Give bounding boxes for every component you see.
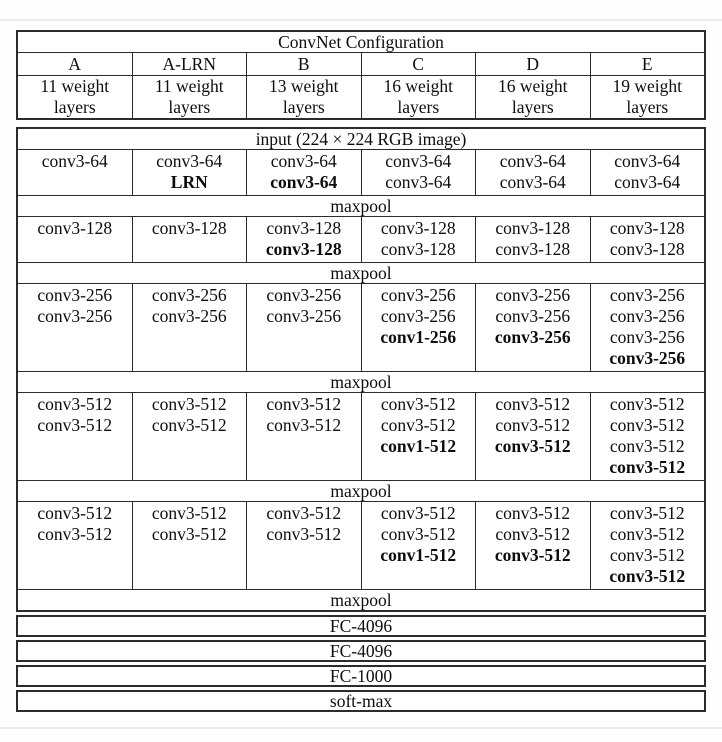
conv-block-row-512-a — [18, 392, 704, 480]
conv-layer-label: conv3-512 — [37, 394, 113, 414]
input-row-label: input (224 × 224 RGB image) — [255, 129, 467, 149]
conv-layer-label: conv3-512 — [380, 415, 456, 435]
conv-layer-label: conv3-64 — [156, 151, 223, 171]
maxpool-row-5 — [18, 589, 704, 610]
fc-4096-row-1 — [16, 615, 706, 637]
conv-layer-label: conv3-256 — [609, 348, 686, 368]
conv-layer-label: conv3-512 — [495, 524, 571, 544]
conv-layer-label: conv3-512 — [495, 394, 571, 414]
conv-cell — [18, 150, 132, 195]
conv-cell — [361, 502, 476, 589]
conv-layer-label: conv3-512 — [380, 394, 456, 414]
conv-cell — [475, 502, 590, 589]
conv-layer-label: conv3-512 — [266, 503, 342, 523]
conv-layer-label: conv3-256 — [494, 327, 571, 347]
vgg-configuration-figure — [16, 30, 706, 712]
config-depths-row — [18, 75, 704, 118]
conv-layer-label: LRN — [170, 172, 208, 192]
conv-cell — [590, 393, 705, 480]
conv-layer-label: conv3-128 — [495, 239, 571, 259]
conv-cell — [246, 502, 361, 589]
conv-layer-label: conv3-512 — [609, 566, 686, 586]
conv-layer-label: conv3-64 — [385, 151, 452, 171]
config-name-e: E — [590, 53, 705, 75]
conv-layer-label: conv3-256 — [37, 285, 113, 305]
fc-4096-label: FC-4096 — [329, 616, 393, 636]
conv-layer-label: conv3-128 — [495, 218, 571, 238]
conv-layer-label: conv3-128 — [151, 218, 227, 238]
conv-cell — [246, 284, 361, 371]
conv-cell — [361, 284, 476, 371]
conv-layer-label: conv3-128 — [380, 239, 456, 259]
conv-cell — [246, 393, 361, 480]
conv-block-row-64 — [18, 149, 704, 195]
conv-layer-label: conv3-64 — [270, 151, 337, 171]
conv-cell — [132, 150, 247, 195]
layers-table — [16, 127, 706, 612]
conv-layer-label: conv3-512 — [266, 415, 342, 435]
conv-layer-label: conv3-64 — [270, 172, 338, 192]
maxpool-label: maxpool — [330, 196, 392, 216]
conv-layer-label: conv3-64 — [614, 172, 681, 192]
page-edge-artifact-line-top — [0, 19, 722, 21]
conv-layer-label: conv3-256 — [495, 285, 571, 305]
conv-cell — [590, 502, 705, 589]
maxpool-label: maxpool — [330, 372, 392, 392]
conv-layer-label: conv1-512 — [380, 436, 457, 456]
conv-cell — [132, 393, 247, 480]
config-name-a-lrn: A-LRN — [132, 53, 247, 75]
conv-layer-label: conv3-512 — [609, 503, 685, 523]
fc-4096-label: FC-4096 — [329, 641, 393, 661]
conv-layer-label: conv3-256 — [495, 306, 571, 326]
conv-layer-label: conv3-512 — [266, 394, 342, 414]
conv-layer-label: conv3-512 — [609, 524, 685, 544]
conv-layer-label: conv3-512 — [380, 524, 456, 544]
conv-cell — [361, 393, 476, 480]
conv-layer-label: conv3-256 — [380, 285, 456, 305]
conv-layer-label: conv3-512 — [37, 524, 113, 544]
config-name-a: A — [68, 54, 82, 74]
input-row — [18, 129, 704, 149]
conv-layer-label: conv3-512 — [266, 524, 342, 544]
conv-cell — [246, 150, 361, 195]
conv-cell — [132, 284, 247, 371]
conv-layer-label: conv3-512 — [609, 436, 685, 456]
config-names-row — [18, 52, 704, 75]
config-depth-c: 16 weight layers — [361, 76, 476, 118]
conv-cell — [475, 393, 590, 480]
maxpool-label: maxpool — [330, 590, 392, 610]
conv-layer-label: conv3-512 — [151, 415, 227, 435]
conv-layer-label: conv3-64 — [499, 151, 566, 171]
conv-cell — [361, 217, 476, 262]
conv-cell — [246, 217, 361, 262]
conv-block-row-256 — [18, 283, 704, 371]
maxpool-row-1 — [18, 195, 704, 216]
conv-layer-label: conv3-256 — [151, 306, 227, 326]
conv-layer-label: conv3-512 — [151, 503, 227, 523]
fc-1000-row — [16, 665, 706, 687]
page-edge-artifact-line-bottom — [0, 727, 722, 729]
conv-layer-label: conv3-64 — [614, 151, 681, 171]
conv-block-row-512-b — [18, 501, 704, 589]
conv-layer-label: conv3-128 — [609, 218, 685, 238]
conv-layer-label: conv3-512 — [380, 503, 456, 523]
config-depth-a: 11 weight layers — [40, 76, 110, 117]
conv-layer-label: conv3-512 — [609, 415, 685, 435]
conv-layer-label: conv1-256 — [380, 327, 457, 347]
conv-cell — [132, 502, 247, 589]
conv-cell — [475, 284, 590, 371]
conv-layer-label: conv3-256 — [609, 306, 685, 326]
conv-layer-label: conv3-128 — [609, 239, 685, 259]
conv-cell — [590, 150, 705, 195]
config-name-d: D — [475, 53, 590, 75]
table-title-row — [18, 32, 704, 52]
conv-layer-label: conv3-256 — [151, 285, 227, 305]
conv-layer-label: conv3-128 — [37, 218, 113, 238]
conv-layer-label: conv3-512 — [609, 545, 685, 565]
softmax-label: soft-max — [329, 691, 393, 711]
config-name-b: B — [246, 53, 361, 75]
config-depth-e: 19 weight layers — [590, 76, 705, 118]
conv-cell — [132, 217, 247, 262]
conv-cell — [475, 150, 590, 195]
conv-layer-label: conv3-64 — [41, 151, 108, 171]
softmax-row — [16, 690, 706, 712]
conv-cell — [18, 393, 132, 480]
conv-layer-label: conv3-512 — [494, 436, 571, 456]
conv-cell — [475, 217, 590, 262]
table-title: ConvNet Configuration — [278, 32, 444, 52]
conv-cell — [590, 217, 705, 262]
maxpool-label: maxpool — [330, 263, 392, 283]
conv-layer-label: conv3-256 — [266, 285, 342, 305]
conv-layer-label: conv3-128 — [380, 218, 456, 238]
conv-layer-label: conv3-512 — [151, 394, 227, 414]
config-depth-d: 16 weight layers — [475, 76, 590, 118]
fc-4096-row-2 — [16, 640, 706, 662]
conv-cell — [18, 502, 132, 589]
conv-cell — [18, 217, 132, 262]
conv-cell — [361, 150, 476, 195]
conv-layer-label: conv1-512 — [380, 545, 457, 565]
maxpool-row-3 — [18, 371, 704, 392]
conv-layer-label: conv3-256 — [609, 327, 685, 347]
conv-cell — [18, 284, 132, 371]
conv-layer-label: conv3-512 — [494, 545, 571, 565]
conv-layer-label: conv3-512 — [37, 503, 113, 523]
maxpool-row-4 — [18, 480, 704, 501]
config-name-c: C — [361, 53, 476, 75]
conv-cell — [590, 284, 705, 371]
config-depth-a-lrn: 11 weight layers — [132, 76, 247, 118]
conv-layer-label: conv3-512 — [37, 415, 113, 435]
conv-layer-label: conv3-64 — [385, 172, 452, 192]
header-table — [16, 30, 706, 120]
conv-layer-label: conv3-256 — [609, 285, 685, 305]
conv-layer-label: conv3-256 — [380, 306, 456, 326]
conv-layer-label: conv3-128 — [265, 239, 342, 259]
conv-layer-label: conv3-512 — [495, 503, 571, 523]
conv-layer-label: conv3-256 — [37, 306, 113, 326]
maxpool-row-2 — [18, 262, 704, 283]
maxpool-label: maxpool — [330, 481, 392, 501]
conv-layer-label: conv3-512 — [495, 415, 571, 435]
conv-layer-label: conv3-64 — [499, 172, 566, 192]
conv-layer-label: conv3-512 — [609, 394, 685, 414]
conv-layer-label: conv3-512 — [151, 524, 227, 544]
conv-layer-label: conv3-256 — [266, 306, 342, 326]
conv-layer-label: conv3-128 — [266, 218, 342, 238]
conv-block-row-128 — [18, 216, 704, 262]
config-depth-b: 13 weight layers — [246, 76, 361, 118]
conv-layer-label: conv3-512 — [609, 457, 686, 477]
fc-1000-label: FC-1000 — [329, 666, 393, 686]
